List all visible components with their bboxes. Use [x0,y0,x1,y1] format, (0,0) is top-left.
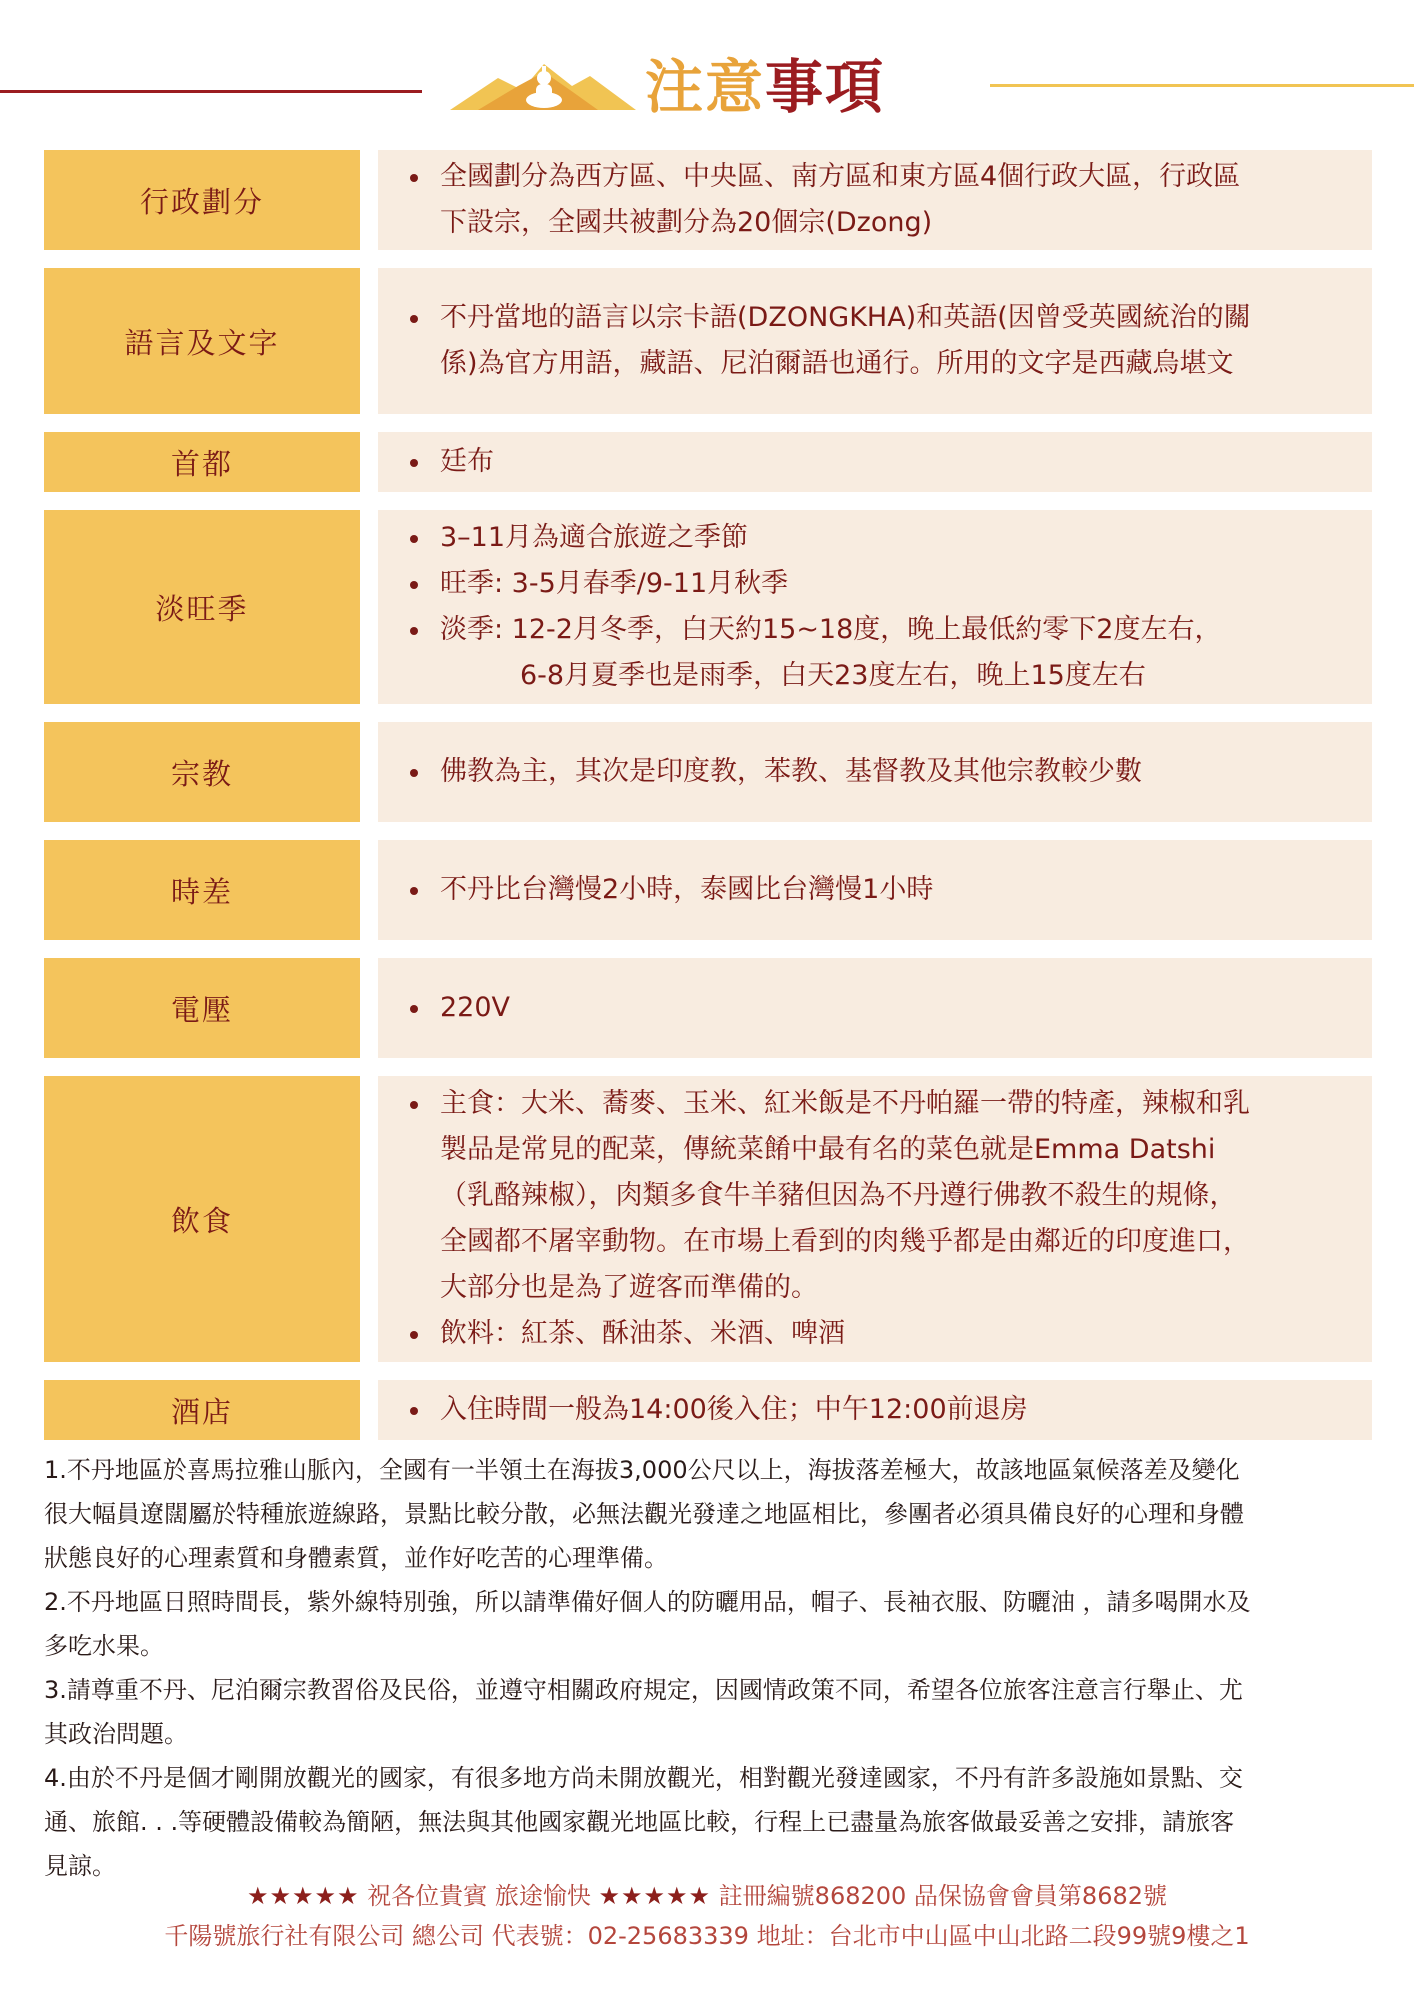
title-part1: 注意 [645,53,766,121]
list-item-continued: 全國都不屠宰動物。在市場上看到的肉幾乎都是由鄰近的印度進口， [440,1226,1250,1257]
list-item: 不丹當地的語言以宗卡語(DZONGKHA)和英語(因曾受英國統治的關 [406,295,1362,341]
table-row-religion [44,722,1372,822]
note-line: 很大幅員遼闊屬於特種旅遊線路，景點比較分散，必無法觀光發達之地區相比，參團者必須具備良好的心理和身體 [44,1500,1244,1528]
row-label: 時差 [44,840,360,940]
list-item: 全國劃分為西方區、中央區、南方區和東方區4個行政大區，行政區 [406,154,1362,200]
note-line: 1.不丹地區於喜馬拉雅山脈內，全國有一半領土在海拔3,000公尺以上，海拔落差極大，故該地區氣候落差及變化 [44,1456,1240,1484]
footer-greeting-line [0,1876,1414,1911]
page-title [645,52,885,122]
row-content [378,722,1372,822]
list-item-continued: 係)為官方用語，藏語、尼泊爾語也通行。所用的文字是西藏烏堪文 [440,348,1234,379]
table-row-season [44,510,1372,704]
note-line: 4.由於不丹是個才剛開放觀光的國家，有很多地方尚未開放觀光，相對觀光發達國家，不丹有許多設施如景點、交 [44,1764,1243,1792]
star-rating-icon: ★★★★★ [246,1882,360,1910]
list-item-continued: 下設宗，全國共被劃分為20個宗(Dzong) [440,207,933,238]
mountain-buddha-icon [448,56,638,112]
header-rule-right [990,84,1414,87]
row-label: 語言及文字 [44,268,360,414]
table-row-hotel [44,1380,1372,1440]
table-row-voltage [44,958,1372,1058]
row-content [378,1380,1372,1440]
list-item-continued: 製品是常見的配菜，傳統菜餚中最有名的菜色就是Emma Datshi [440,1134,1216,1165]
row-content [378,958,1372,1058]
list-item-continued: 6-8月夏季也是雨季，白天23度左右，晚上15度左右 [520,660,1146,691]
row-content [378,150,1372,250]
list-item-continued: 大部分也是為了遊客而準備的。 [440,1272,818,1303]
list-item: 旺季: 3-5月春季/9-11月秋季 [406,561,1362,607]
row-content [378,840,1372,940]
list-item: 3–11月為適合旅遊之季節 [406,515,1362,561]
table-row-admin [44,150,1372,250]
list-item: 220V [406,985,1362,1031]
footer-greeting: 祝各位貴賓 旅途愉快 [367,1882,591,1910]
table-row-food [44,1076,1372,1362]
row-label: 行政劃分 [44,150,360,250]
notes-section [44,1448,1384,1888]
header-rule-left [0,90,422,93]
row-label: 酒店 [44,1380,360,1440]
list-item: 佛教為主，其次是印度教，苯教、基督教及其他宗教較少數 [406,749,1362,795]
row-label: 淡旺季 [44,510,360,704]
note-line: 其政治問題。 [44,1720,188,1748]
row-label: 宗教 [44,722,360,822]
list-item: 淡季: 12-2月冬季，白天約15~18度，晚上最低約零下2度左右， [406,607,1362,653]
row-content [378,268,1372,414]
list-item: 飲料：紅茶、酥油茶、米酒、啤酒 [406,1311,1362,1357]
table-row-timezone [44,840,1372,940]
list-item: 不丹比台灣慢2小時，泰國比台灣慢1小時 [406,867,1362,913]
row-label: 電壓 [44,958,360,1058]
note-line: 3.請尊重不丹、尼泊爾宗教習俗及民俗，並遵守相關政府規定，因國情政策不同，希望各位旅客注意言行舉止、尤 [44,1676,1243,1704]
list-item: 入住時間一般為14:00後入住；中午12:00前退房 [406,1387,1362,1433]
row-content [378,510,1372,704]
title-part2: 事項 [765,53,886,121]
row-content [378,1076,1372,1362]
table-row-language [44,268,1372,414]
footer-company: 千陽號旅行社有限公司 總公司 代表號：02-25683339 地址：台北市中山區中山北路二段99號9樓之1 [164,1922,1250,1950]
row-label: 飲食 [44,1076,360,1362]
note-line: 2.不丹地區日照時間長，紫外線特別強，所以請準備好個人的防曬用品，帽子、長袖衣服、防曬油 ，請多喝開水及 [44,1588,1251,1616]
row-content [378,432,1372,492]
list-item-continued: （乳酪辣椒），肉類多食牛羊豬但因為不丹遵行佛教不殺生的規條， [440,1180,1237,1211]
footer-registration: 註冊編號868200 品保協會會員第8682號 [718,1882,1168,1910]
note-line: 通、旅館. . .等硬體設備較為簡陋，無法與其他國家觀光地區比較，行程上已盡量為旅客做最妥善之安排，請旅客 [44,1808,1235,1836]
table-row-capital [44,432,1372,492]
note-line: 見諒。 [44,1852,116,1880]
list-item: 主食：大米、蕎麥、玉米、紅米飯是不丹帕羅一帶的特產，辣椒和乳 [406,1081,1362,1127]
list-item: 廷布 [406,439,1362,485]
row-label: 首都 [44,432,360,492]
note-line: 狀態良好的心理素質和身體素質，並作好吃苦的心理準備。 [44,1544,668,1572]
star-rating-icon: ★★★★★ [598,1882,712,1910]
page-header [0,52,1414,122]
note-line: 多吃水果。 [44,1632,164,1660]
